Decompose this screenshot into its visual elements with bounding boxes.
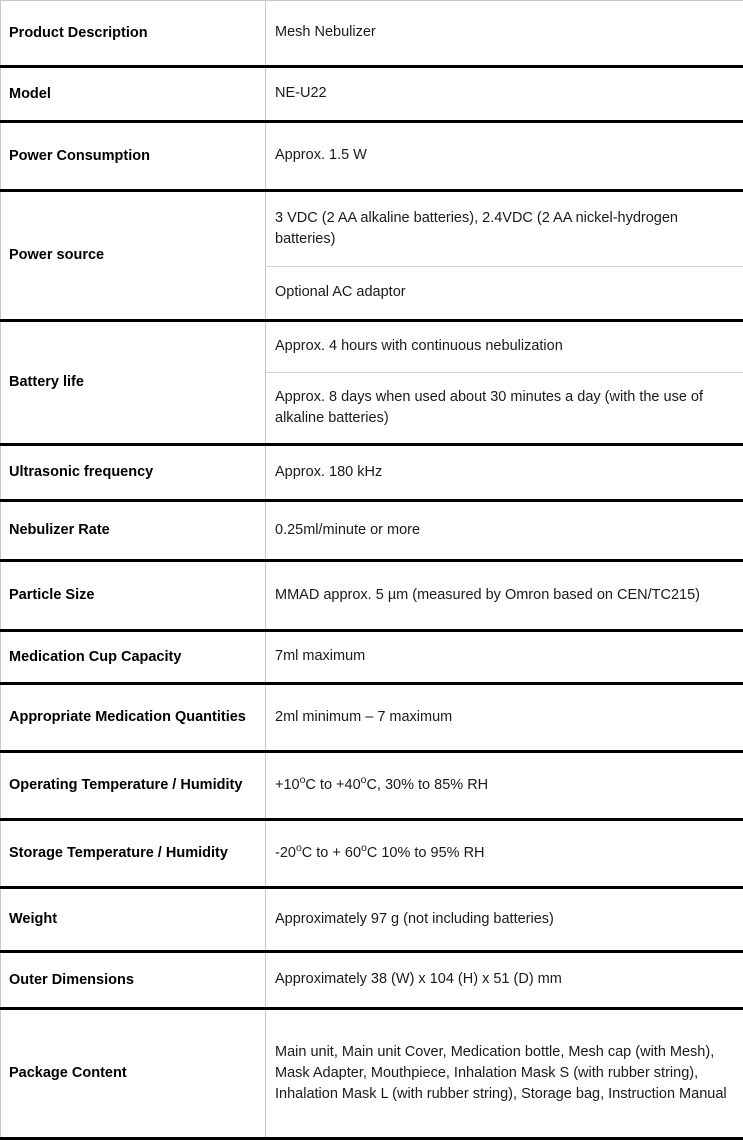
spec-label: Package Content — [1, 1009, 266, 1139]
degree-symbol: o — [300, 775, 306, 786]
spec-value: Approximately 38 (W) x 104 (H) x 51 (D) mm — [266, 952, 743, 1009]
spec-value-text: C to +40 — [305, 777, 360, 793]
spec-label: Nebulizer Rate — [1, 501, 266, 561]
spec-value: Approx. 8 days when used about 30 minutes a day (with the use of alkaline batteries) — [266, 373, 743, 445]
table-row — [1, 561, 743, 631]
spec-value: Approx. 4 hours with continuous nebulization — [266, 321, 743, 373]
table-row — [1, 1009, 743, 1139]
degree-symbol: o — [361, 843, 367, 854]
spec-value: Approx. 1.5 W — [266, 122, 743, 191]
table-row — [1, 952, 743, 1009]
spec-label: Power source — [1, 191, 266, 321]
table-row — [1, 67, 743, 122]
spec-value-text: C 10% to 95% RH — [367, 845, 485, 861]
degree-symbol: o — [361, 775, 367, 786]
spec-value-text: -20 — [275, 845, 296, 861]
spec-label: Operating Temperature / Humidity — [1, 752, 266, 820]
spec-label: Appropriate Medication Quantities — [1, 684, 266, 752]
degree-symbol: o — [296, 843, 302, 854]
spec-value: 3 VDC (2 AA alkaline batteries), 2.4VDC (2 AA nickel-hydrogen batteries) — [266, 191, 743, 267]
table-row — [1, 888, 743, 952]
spec-value — [266, 752, 743, 820]
spec-label: Battery life — [1, 321, 266, 445]
spec-value-text: C to + 60 — [302, 845, 361, 861]
table-row — [1, 122, 743, 191]
spec-value — [266, 820, 743, 888]
table-row — [1, 191, 743, 267]
spec-value: Approx. 180 kHz — [266, 445, 743, 501]
spec-label: Weight — [1, 888, 266, 952]
spec-label: Outer Dimensions — [1, 952, 266, 1009]
table-row — [1, 501, 743, 561]
spec-label: Medication Cup Capacity — [1, 631, 266, 684]
spec-label: Particle Size — [1, 561, 266, 631]
spec-value: MMAD approx. 5 µm (measured by Omron based on CEN/TC215) — [266, 561, 743, 631]
table-row — [1, 1, 743, 67]
table-row — [1, 445, 743, 501]
table-row — [1, 752, 743, 820]
spec-label: Power Consumption — [1, 122, 266, 191]
table-row — [1, 321, 743, 373]
spec-value: NE-U22 — [266, 67, 743, 122]
table-row — [1, 684, 743, 752]
spec-label: Storage Temperature / Humidity — [1, 820, 266, 888]
table-row — [1, 820, 743, 888]
spec-value: Approximately 97 g (not including batteries) — [266, 888, 743, 952]
spec-value: 7ml maximum — [266, 631, 743, 684]
spec-label: Ultrasonic frequency — [1, 445, 266, 501]
spec-value: Main unit, Main unit Cover, Medication bottle, Mesh cap (with Mesh), Mask Adapter, Mouthpiece, Inhalation Mask S (with rubber string), Inhalation Mask L (with rubber string), Storage bag, Instruction Manual — [266, 1009, 743, 1139]
table-row — [1, 631, 743, 684]
spec-label: Product Description — [1, 1, 266, 67]
spec-value: 2ml minimum – 7 maximum — [266, 684, 743, 752]
spec-value: Mesh Nebulizer — [266, 1, 743, 67]
spec-value-text: C, 30% to 85% RH — [366, 777, 488, 793]
spec-label: Model — [1, 67, 266, 122]
spec-value: 0.25ml/minute or more — [266, 501, 743, 561]
spec-value: Optional AC adaptor — [266, 267, 743, 321]
spec-value-text: +10 — [275, 777, 300, 793]
